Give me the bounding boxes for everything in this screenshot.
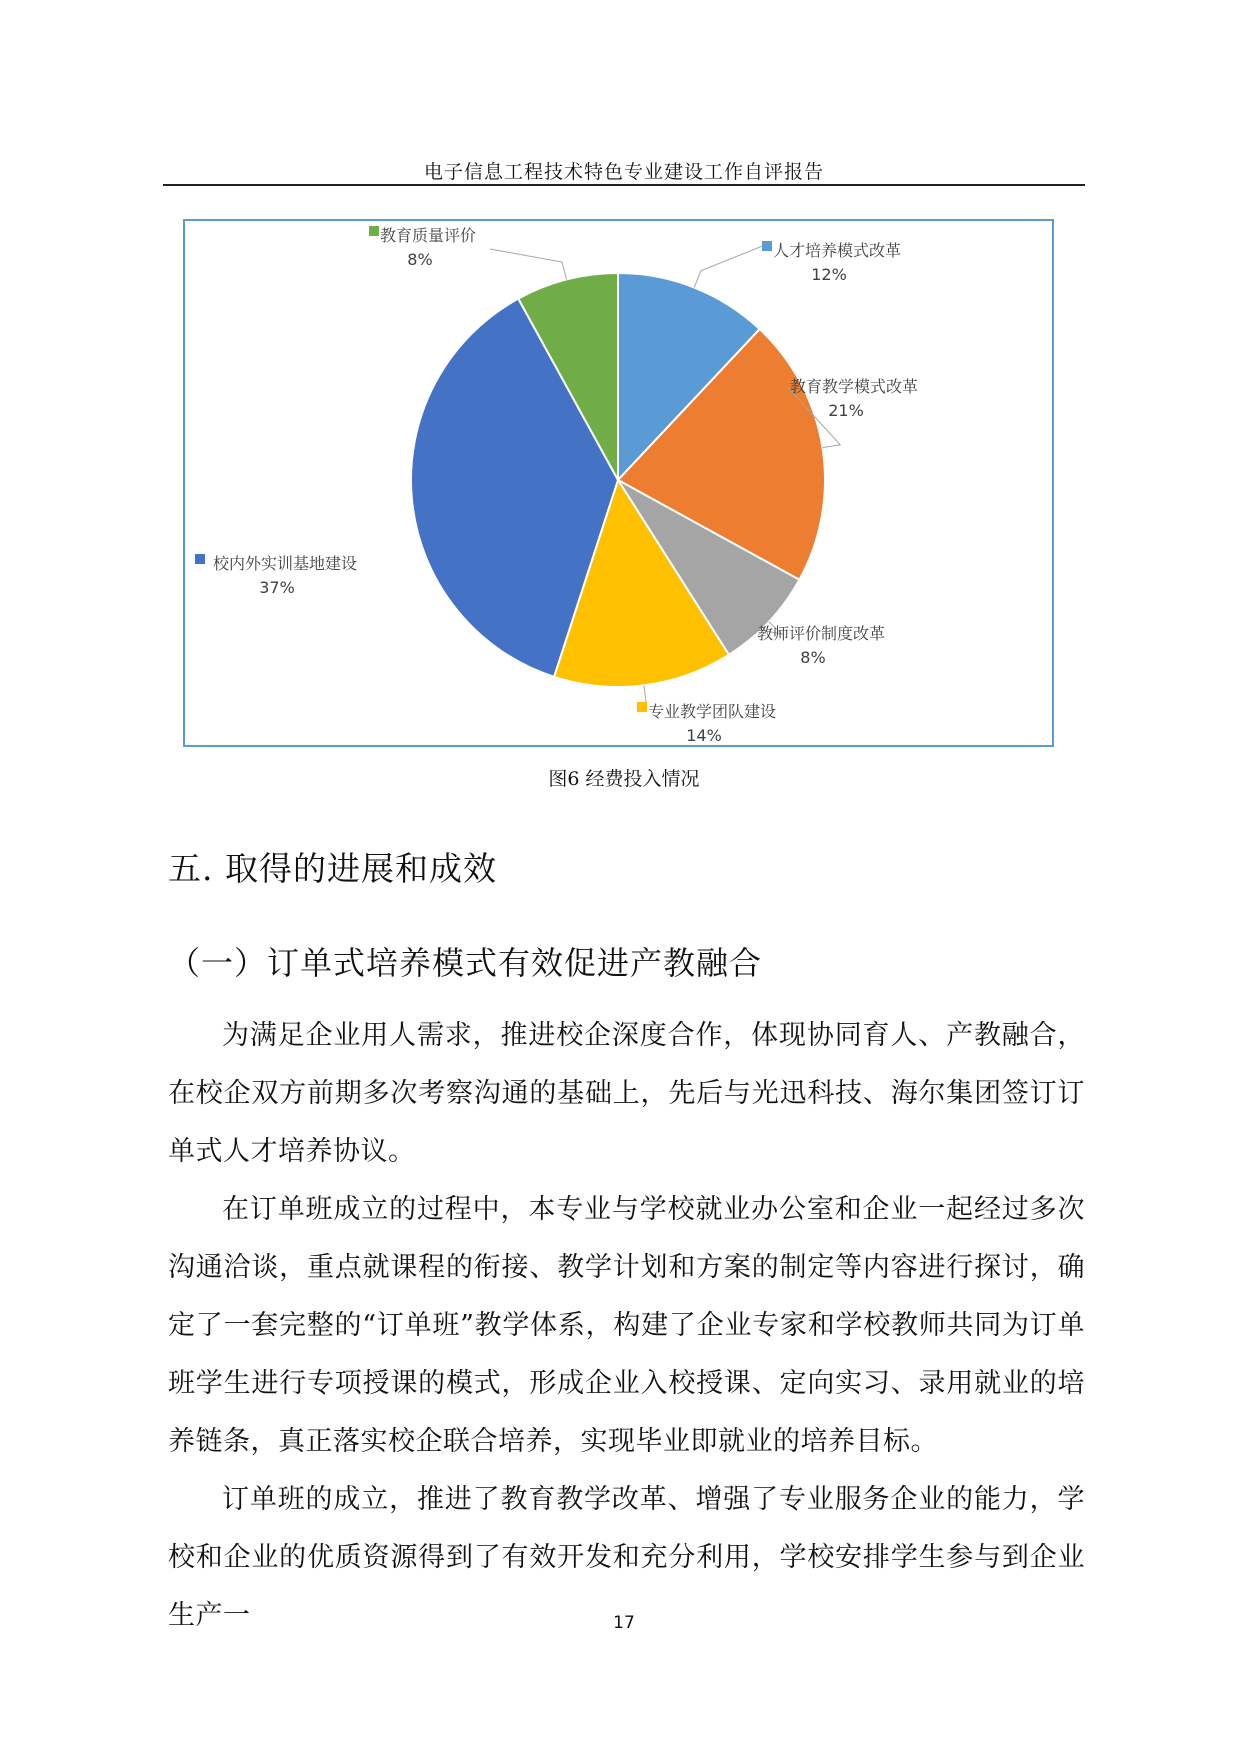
- slice-label: 校内外实训基地建设: [213, 554, 358, 573]
- pie-chart: [185, 221, 1052, 745]
- slice-label: 人才培养模式改革: [773, 241, 902, 260]
- legend-swatch: [369, 226, 379, 236]
- legend-swatch: [195, 554, 205, 564]
- legend-swatch: [779, 377, 789, 387]
- page-header-title: 电子信息工程技术特色专业建设工作自评报告: [423, 161, 824, 183]
- header-divider: [163, 184, 1085, 186]
- pie-chart-frame: [183, 219, 1054, 747]
- legend-swatch: [746, 624, 756, 634]
- slice-percent: 37%: [259, 578, 295, 597]
- slice-percent: 12%: [811, 265, 847, 284]
- section-heading: 五. 取得的进展和成效: [168, 849, 497, 888]
- legend-swatch: [637, 702, 647, 712]
- slice-percent: 8%: [407, 250, 433, 269]
- paragraph-2: 在订单班成立的过程中，本专业与学校就业办公室和企业一起经过多次沟通洽谈，重点就课程的衔接、教学计划和方案的制定等内容进行探讨，确定了一套完整的“订单班”教学体系，构建了企业专家和学校教师共同为订单班学生进行专项授课的模式，形成企业入校授课、定向实习、录用就业的培养链条，真正落实校企联合培养，实现毕业即就业的培养目标。: [168, 1194, 1085, 1457]
- paragraph-3: 订单班的成立，推进了教育教学改革、增强了专业服务企业的能力，学校和企业的优质资源得到了有效开发和充分利用，学校安排学生参与到企业生产一: [168, 1484, 1085, 1631]
- figure-caption: 图6 经费投入情况: [548, 768, 700, 790]
- slice-label: 教师评价制度改革: [757, 624, 886, 643]
- leader-line: [694, 245, 765, 288]
- slice-percent: 8%: [800, 648, 826, 667]
- slice-percent: 14%: [686, 726, 722, 745]
- slice-label: 教育教学模式改革: [790, 377, 919, 396]
- page-number: 17: [613, 1613, 635, 1633]
- leader-line: [490, 249, 567, 280]
- paragraph-1: 为满足企业用人需求，推进校企深度合作，体现协同育人、产教融合，在校企双方前期多次考察沟通的基础上，先后与光迅科技、海尔集团签订订单式人才培养协议。: [168, 1020, 1085, 1167]
- slice-label: 教育质量评价: [380, 226, 477, 245]
- legend-swatch: [762, 241, 772, 251]
- slice-percent: 21%: [828, 401, 864, 420]
- slice-label: 专业教学团队建设: [648, 702, 777, 721]
- subsection-heading: （一）订单式培养模式有效促进产教融合: [168, 944, 763, 982]
